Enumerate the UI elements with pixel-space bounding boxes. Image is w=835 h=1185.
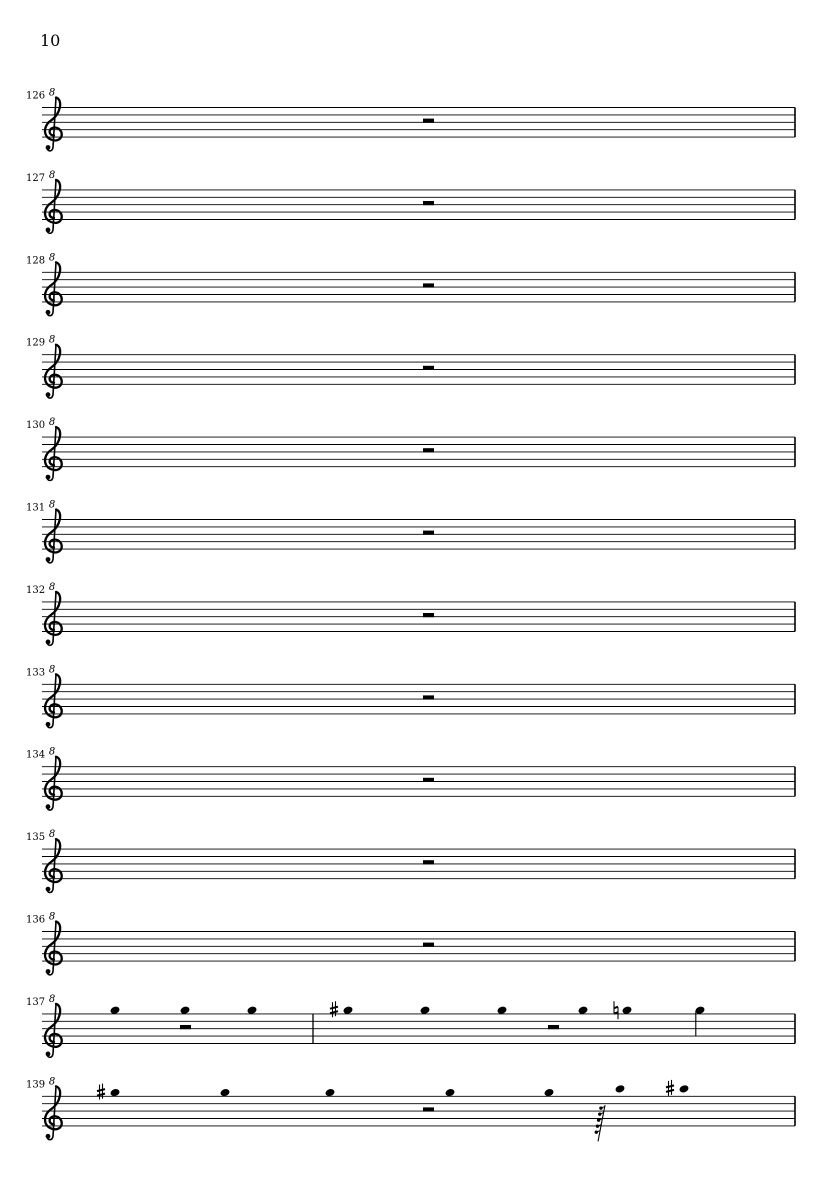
system-133	[26, 664, 795, 727]
octave-mark: 8	[48, 499, 56, 511]
treble-clef	[45, 592, 62, 645]
system-136	[26, 912, 795, 975]
measure-number: 128	[26, 255, 46, 267]
note	[695, 1005, 706, 1036]
measure-number: 129	[26, 337, 46, 349]
rest	[548, 1025, 559, 1029]
rest	[180, 1025, 191, 1029]
octave-mark: 8	[48, 581, 56, 593]
octave-mark: 8	[48, 829, 56, 841]
measure-number: 130	[26, 420, 46, 432]
measure-number: 126	[26, 90, 46, 102]
system-135	[26, 829, 795, 892]
page-number: 10	[40, 31, 61, 50]
treble-clef	[45, 427, 62, 480]
treble-clef	[45, 1086, 62, 1139]
measure-number: 136	[26, 914, 46, 926]
multi-measure-rest	[423, 119, 434, 123]
system-137	[26, 994, 795, 1057]
measure-number: 135	[26, 832, 46, 844]
treble-clef	[45, 1004, 62, 1057]
measure-number: 134	[26, 749, 46, 761]
rest-128th	[595, 1105, 605, 1141]
octave-mark: 8	[48, 746, 56, 758]
treble-clef	[45, 757, 62, 810]
octave-mark: 8	[48, 911, 56, 923]
octave-mark: 8	[48, 664, 56, 676]
multi-measure-rest	[423, 778, 434, 782]
notehead	[615, 1084, 626, 1094]
octave-mark: 8	[48, 169, 56, 181]
system-126	[26, 88, 795, 151]
multi-measure-rest	[423, 531, 434, 535]
sharp-accidental	[97, 1084, 105, 1100]
system-139	[26, 1076, 795, 1141]
system-130	[26, 417, 795, 480]
multi-measure-rest	[423, 860, 434, 864]
multi-measure-rest	[423, 448, 434, 452]
note	[615, 1084, 626, 1094]
treble-clef	[45, 922, 62, 975]
system-129	[26, 335, 795, 398]
octave-mark: 8	[48, 334, 56, 346]
treble-clef	[45, 345, 62, 398]
multi-measure-rest	[423, 283, 434, 287]
measure-number: 137	[26, 996, 46, 1008]
measure-number: 127	[26, 172, 46, 184]
measure-number: 139	[26, 1079, 46, 1091]
notehead	[679, 1084, 690, 1094]
measure-number: 133	[26, 667, 46, 679]
system-127	[26, 170, 795, 233]
treble-clef	[45, 674, 62, 727]
treble-clef	[45, 510, 62, 563]
octave-mark: 8	[48, 87, 56, 99]
system-134	[26, 747, 795, 810]
sharp-accidental	[666, 1080, 674, 1096]
multi-measure-rest	[423, 695, 434, 699]
octave-mark: 8	[48, 993, 56, 1005]
octave-mark: 8	[48, 252, 56, 264]
natural-accidental	[614, 1001, 618, 1019]
treble-clef	[45, 180, 62, 233]
note	[679, 1084, 690, 1094]
system-132	[26, 582, 795, 645]
multi-measure-rest	[423, 613, 434, 617]
octave-mark: 8	[48, 417, 56, 429]
rest	[423, 1107, 434, 1111]
treble-clef	[45, 262, 62, 315]
octave-mark: 8	[48, 1076, 56, 1088]
system-128	[26, 252, 795, 315]
multi-measure-rest	[423, 201, 434, 205]
multi-measure-rest	[423, 366, 434, 370]
treble-clef	[45, 98, 62, 151]
measure-number: 131	[26, 502, 46, 514]
sharp-accidental	[330, 1001, 338, 1017]
treble-clef	[45, 839, 62, 892]
multi-measure-rest	[423, 943, 434, 947]
measure-number: 132	[26, 584, 46, 596]
system-131	[26, 500, 795, 563]
